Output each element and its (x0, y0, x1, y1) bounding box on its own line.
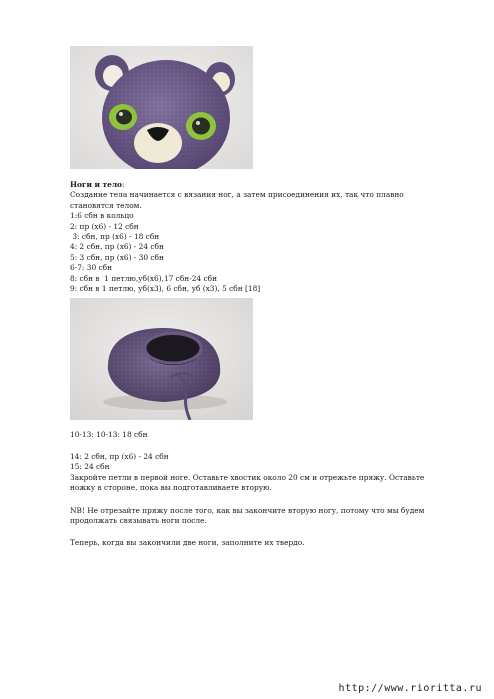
final-instruction (70, 538, 450, 548)
watermark-url: http://www.rioritta.ru (338, 683, 482, 694)
pattern-row: 1:6 сбн в кольцо (70, 211, 134, 221)
final-line: Теперь, когда вы закончили две ноги, заполните их твердо. (70, 538, 305, 547)
note-line: продолжать связывать ноги после. (70, 516, 207, 526)
bear-head-photo (70, 46, 253, 169)
pattern-row: 9: сбн в 1 петлю, уб(х3), 6 сбн, уб (х3), 5 сбн [18] (70, 284, 261, 294)
section-heading: Ноги и тело: (70, 180, 125, 189)
pattern-row: 15: 24 сбн (70, 462, 110, 472)
instruction-line: Закройте петли в первой ноге. Оставьте хвостик около 20 см и отрежьте пряжу. Оставьте (70, 472, 425, 482)
pattern-row: 4: 2 сбн, пр (х6) - 24 сбн (70, 242, 164, 252)
nb-note (70, 506, 450, 527)
pattern-row: 3: сбн, пр (х6) - 18 сбн (70, 232, 160, 242)
pattern-row: 5: 3 сбн, пр (х6) - 30 сбн (70, 252, 164, 262)
pattern-row: 8: сбн в 1 петлю,уб(х6),17 сбн-24 сбн (70, 273, 218, 283)
pattern-row: 2: пр (х6) - 12 сбн (70, 221, 139, 231)
leg-photo (70, 298, 253, 420)
instructions-rows-14-15 (70, 452, 450, 494)
section-title: Ноги и тело (70, 180, 122, 189)
instructions-rows-10-13 (70, 430, 450, 440)
note-line: NB! Не отрезайте пряжу после того, как вы закончите вторую ногу, потому что мы будем (70, 506, 425, 515)
intro-line: Создание тела начинается с вязания ног, а затем присоединения их, так что плавно (70, 190, 404, 200)
instruction-line: ножку в стороне, пока вы подготавливаете вторую. (70, 483, 272, 493)
instructions-legs-body (70, 180, 450, 294)
intro-line: становятся телом. (70, 200, 142, 210)
pattern-row: 10-13: 10-13: 18 сбн (70, 430, 148, 439)
pattern-row: 14: 2 сбн, пр (х6) - 24 сбн (70, 452, 169, 461)
pattern-row: 6-7: 30 сбн (70, 263, 113, 273)
